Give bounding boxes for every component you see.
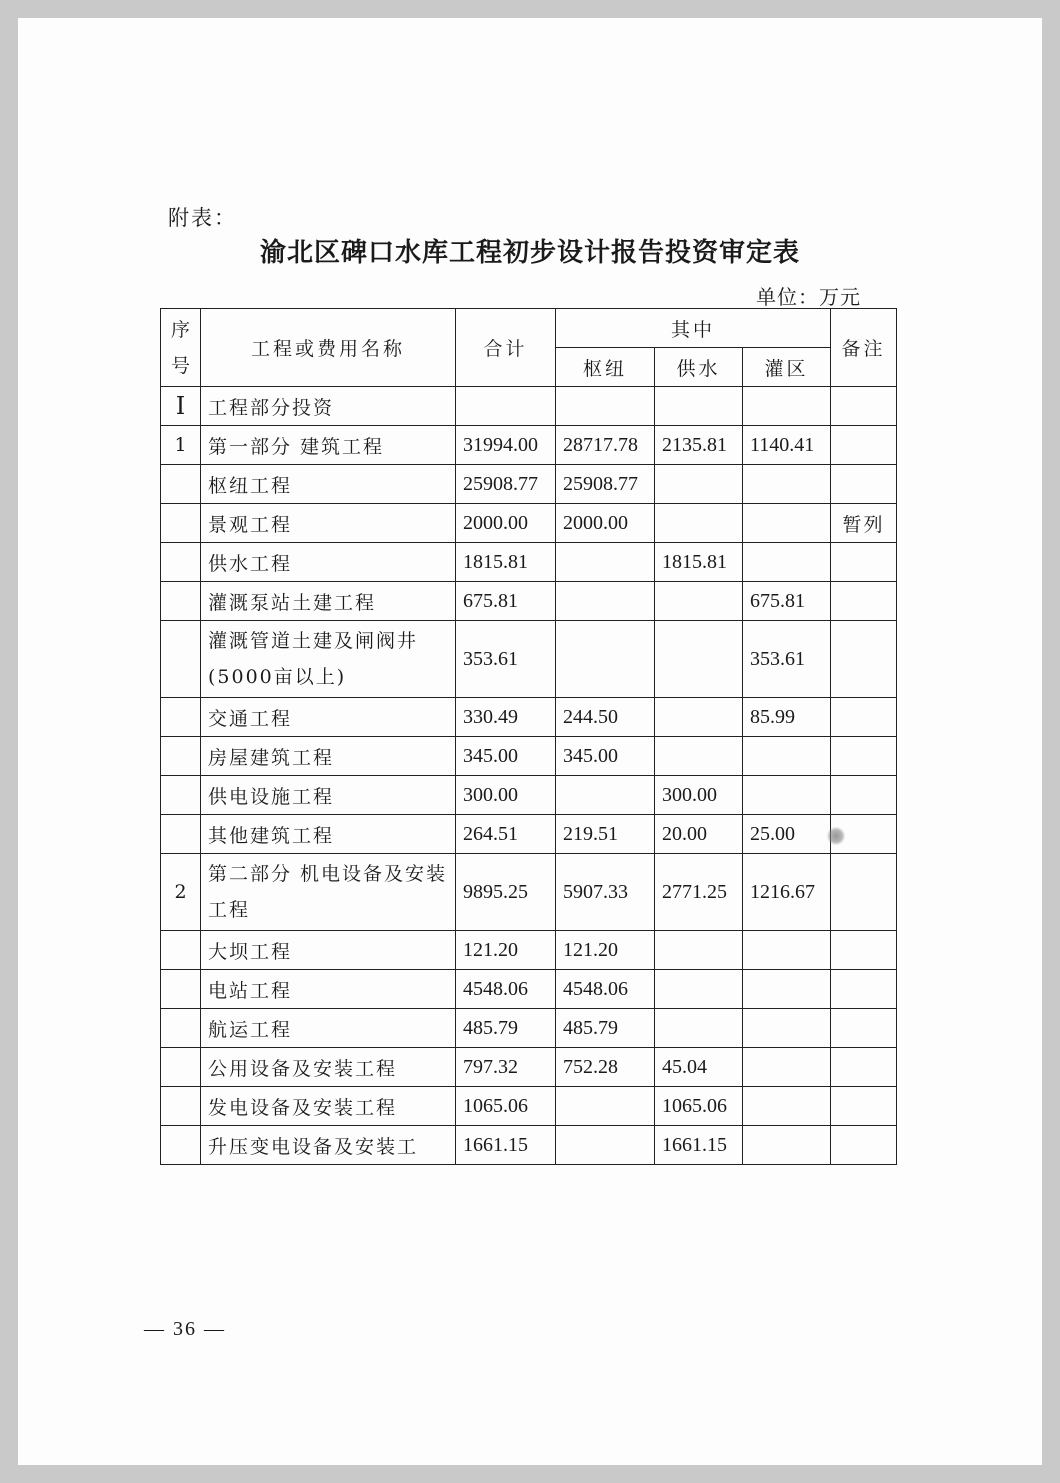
row-name: 大坝工程 bbox=[201, 931, 456, 970]
row-name: 发电设备及安装工程 bbox=[201, 1087, 456, 1126]
row-hub: 219.51 bbox=[556, 815, 655, 854]
row-irrigation: 353.61 bbox=[743, 621, 831, 698]
row-hub bbox=[556, 1126, 655, 1165]
table-body bbox=[161, 387, 897, 1165]
table-row bbox=[161, 931, 897, 970]
row-seq bbox=[161, 737, 201, 776]
row-supply bbox=[655, 387, 743, 426]
row-total: 797.32 bbox=[456, 1048, 556, 1087]
row-name: 供电设施工程 bbox=[201, 776, 456, 815]
row-name: 第二部分 机电设备及安装工程 bbox=[201, 854, 456, 931]
header-supply: 供水 bbox=[655, 348, 743, 387]
row-supply bbox=[655, 582, 743, 621]
row-hub: 5907.33 bbox=[556, 854, 655, 931]
row-seq bbox=[161, 504, 201, 543]
row-note bbox=[831, 426, 897, 465]
row-supply bbox=[655, 1009, 743, 1048]
table-row bbox=[161, 543, 897, 582]
header-note: 备注 bbox=[831, 309, 897, 387]
row-seq bbox=[161, 1126, 201, 1165]
table-row bbox=[161, 1126, 897, 1165]
header-seq-label: 序号 bbox=[171, 318, 191, 377]
row-note bbox=[831, 931, 897, 970]
row-supply: 1661.15 bbox=[655, 1126, 743, 1165]
row-note bbox=[831, 582, 897, 621]
row-hub: 752.28 bbox=[556, 1048, 655, 1087]
row-total: 25908.77 bbox=[456, 465, 556, 504]
table-row bbox=[161, 582, 897, 621]
row-supply bbox=[655, 931, 743, 970]
table-header-row bbox=[161, 309, 897, 348]
table-row bbox=[161, 1087, 897, 1126]
header-total: 合计 bbox=[456, 309, 556, 387]
row-note bbox=[831, 465, 897, 504]
row-total: 345.00 bbox=[456, 737, 556, 776]
row-seq bbox=[161, 815, 201, 854]
row-hub: 28717.78 bbox=[556, 426, 655, 465]
row-irrigation: 1140.41 bbox=[743, 426, 831, 465]
row-note bbox=[831, 1126, 897, 1165]
row-hub: 2000.00 bbox=[556, 504, 655, 543]
row-hub bbox=[556, 621, 655, 698]
row-name: 房屋建筑工程 bbox=[201, 737, 456, 776]
table-row bbox=[161, 737, 897, 776]
row-total: 300.00 bbox=[456, 776, 556, 815]
row-irrigation bbox=[743, 776, 831, 815]
row-total: 9895.25 bbox=[456, 854, 556, 931]
row-hub: 345.00 bbox=[556, 737, 655, 776]
row-supply bbox=[655, 970, 743, 1009]
row-note bbox=[831, 1009, 897, 1048]
table-row bbox=[161, 1048, 897, 1087]
row-seq bbox=[161, 970, 201, 1009]
table-row bbox=[161, 698, 897, 737]
row-hub: 485.79 bbox=[556, 1009, 655, 1048]
row-name: 灌溉泵站土建工程 bbox=[201, 582, 456, 621]
row-note bbox=[831, 1048, 897, 1087]
row-note bbox=[831, 621, 897, 698]
row-total: 353.61 bbox=[456, 621, 556, 698]
row-name: 第一部分 建筑工程 bbox=[201, 426, 456, 465]
row-note bbox=[831, 698, 897, 737]
row-name: 其他建筑工程 bbox=[201, 815, 456, 854]
row-note bbox=[831, 1087, 897, 1126]
row-irrigation bbox=[743, 1009, 831, 1048]
row-hub: 244.50 bbox=[556, 698, 655, 737]
row-irrigation: 25.00 bbox=[743, 815, 831, 854]
row-seq bbox=[161, 931, 201, 970]
table-row bbox=[161, 426, 897, 465]
row-irrigation bbox=[743, 737, 831, 776]
row-seq bbox=[161, 1048, 201, 1087]
row-irrigation bbox=[743, 1048, 831, 1087]
row-irrigation: 1216.67 bbox=[743, 854, 831, 931]
row-total: 1815.81 bbox=[456, 543, 556, 582]
header-name: 工程或费用名称 bbox=[201, 309, 456, 387]
row-irrigation bbox=[743, 543, 831, 582]
table-row bbox=[161, 1009, 897, 1048]
row-irrigation bbox=[743, 1087, 831, 1126]
header-irrigation: 灌区 bbox=[743, 348, 831, 387]
page-number: — 36 — bbox=[144, 1318, 226, 1340]
row-total: 485.79 bbox=[456, 1009, 556, 1048]
row-seq: 1 bbox=[161, 426, 201, 465]
row-supply: 20.00 bbox=[655, 815, 743, 854]
header-seq bbox=[161, 309, 201, 387]
row-seq bbox=[161, 621, 201, 698]
row-note bbox=[831, 387, 897, 426]
row-supply: 45.04 bbox=[655, 1048, 743, 1087]
row-note bbox=[831, 970, 897, 1009]
table-row bbox=[161, 621, 897, 698]
table-row bbox=[161, 776, 897, 815]
row-name: 景观工程 bbox=[201, 504, 456, 543]
row-hub: 25908.77 bbox=[556, 465, 655, 504]
row-seq bbox=[161, 776, 201, 815]
row-total: 675.81 bbox=[456, 582, 556, 621]
row-irrigation bbox=[743, 504, 831, 543]
row-supply bbox=[655, 737, 743, 776]
row-irrigation bbox=[743, 970, 831, 1009]
document-title: 渝北区碑口水库工程初步设计报告投资审定表 bbox=[259, 238, 800, 268]
row-hub bbox=[556, 776, 655, 815]
row-name: 升压变电设备及安装工 bbox=[201, 1126, 456, 1165]
investment-table bbox=[160, 308, 897, 1165]
row-total: 31994.00 bbox=[456, 426, 556, 465]
header-group: 其中 bbox=[556, 309, 831, 348]
row-total: 1661.15 bbox=[456, 1126, 556, 1165]
row-supply bbox=[655, 504, 743, 543]
ink-smudge bbox=[826, 827, 846, 845]
row-name: 枢纽工程 bbox=[201, 465, 456, 504]
row-seq bbox=[161, 698, 201, 737]
row-seq: I bbox=[161, 387, 201, 426]
row-name: 航运工程 bbox=[201, 1009, 456, 1048]
row-hub: 4548.06 bbox=[556, 970, 655, 1009]
row-note bbox=[831, 737, 897, 776]
row-total: 121.20 bbox=[456, 931, 556, 970]
row-supply: 2771.25 bbox=[655, 854, 743, 931]
row-seq bbox=[161, 465, 201, 504]
table-row bbox=[161, 854, 897, 931]
header-hub: 枢纽 bbox=[556, 348, 655, 387]
row-total: 4548.06 bbox=[456, 970, 556, 1009]
row-supply: 1065.06 bbox=[655, 1087, 743, 1126]
row-irrigation bbox=[743, 465, 831, 504]
row-supply bbox=[655, 698, 743, 737]
row-supply: 1815.81 bbox=[655, 543, 743, 582]
table-row bbox=[161, 465, 897, 504]
row-name: 交通工程 bbox=[201, 698, 456, 737]
row-irrigation bbox=[743, 1126, 831, 1165]
row-total bbox=[456, 387, 556, 426]
row-seq: 2 bbox=[161, 854, 201, 931]
row-name: 电站工程 bbox=[201, 970, 456, 1009]
row-hub bbox=[556, 582, 655, 621]
row-hub: 121.20 bbox=[556, 931, 655, 970]
table-row bbox=[161, 815, 897, 854]
row-name: 灌溉管道土建及闸阀井(5000亩以上) bbox=[201, 621, 456, 698]
row-note bbox=[831, 543, 897, 582]
row-supply bbox=[655, 465, 743, 504]
document-page bbox=[18, 18, 1042, 1465]
row-note: 暂列 bbox=[831, 504, 897, 543]
row-seq bbox=[161, 582, 201, 621]
row-hub bbox=[556, 1087, 655, 1126]
row-note bbox=[831, 776, 897, 815]
row-hub bbox=[556, 543, 655, 582]
row-supply: 2135.81 bbox=[655, 426, 743, 465]
row-total: 1065.06 bbox=[456, 1087, 556, 1126]
row-seq bbox=[161, 1009, 201, 1048]
attachment-label: 附表： bbox=[168, 206, 237, 230]
table-row bbox=[161, 387, 897, 426]
row-name: 供水工程 bbox=[201, 543, 456, 582]
unit-label: 单位：万元 bbox=[756, 285, 861, 309]
row-name: 工程部分投资 bbox=[201, 387, 456, 426]
row-name: 公用设备及安装工程 bbox=[201, 1048, 456, 1087]
row-irrigation bbox=[743, 387, 831, 426]
row-total: 264.51 bbox=[456, 815, 556, 854]
row-supply bbox=[655, 621, 743, 698]
row-seq bbox=[161, 543, 201, 582]
row-irrigation: 85.99 bbox=[743, 698, 831, 737]
row-irrigation bbox=[743, 931, 831, 970]
row-supply: 300.00 bbox=[655, 776, 743, 815]
row-hub bbox=[556, 387, 655, 426]
row-note bbox=[831, 854, 897, 931]
row-total: 2000.00 bbox=[456, 504, 556, 543]
table-row bbox=[161, 970, 897, 1009]
row-total: 330.49 bbox=[456, 698, 556, 737]
table-row bbox=[161, 504, 897, 543]
row-irrigation: 675.81 bbox=[743, 582, 831, 621]
row-seq bbox=[161, 1087, 201, 1126]
